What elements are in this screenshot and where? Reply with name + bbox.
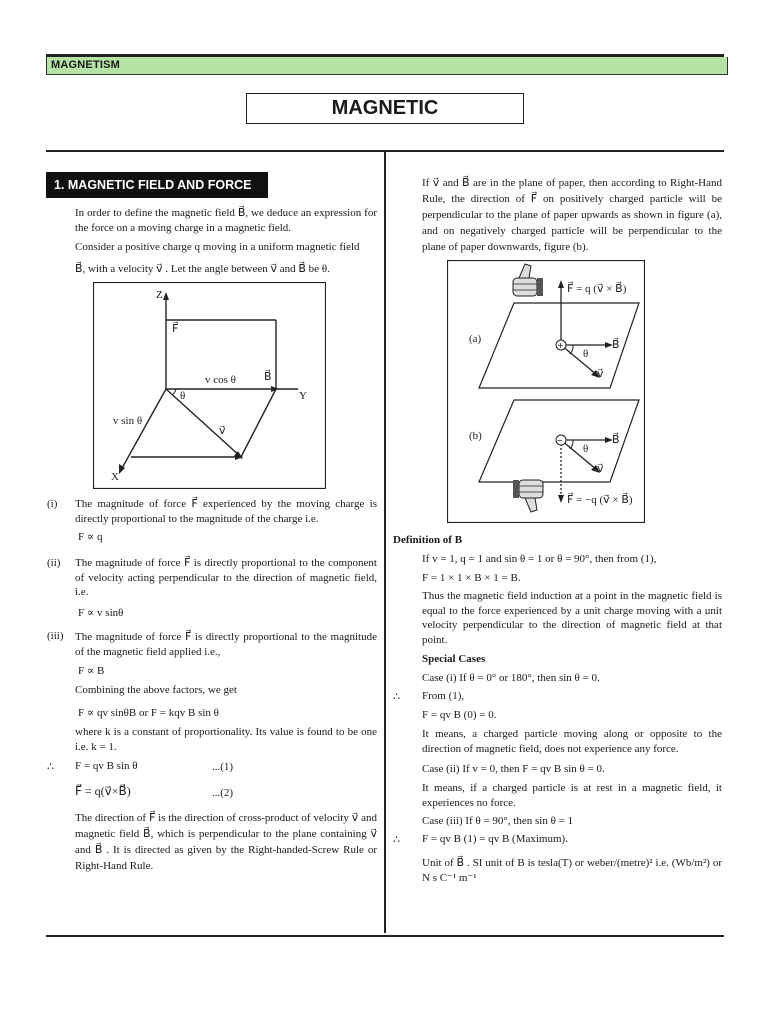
vsin-label: v sin θ xyxy=(113,415,143,427)
velocity-label: v⃗ xyxy=(219,425,226,437)
definition-line-1: If v = 1, q = 1 and sin θ = 1 or θ = 90°, then from (1), xyxy=(422,553,657,565)
intro-paragraph-2: Consider a positive charge q moving in a uniform magnetic field xyxy=(75,241,360,253)
b-label-b: B⃗ xyxy=(612,434,620,446)
b-field-label: B⃗ xyxy=(264,371,272,383)
right-intro-paragraph: If v⃗ and B⃗ are in the plane of paper, then according to Right-Hand Rule, the direction of F⃗ on positively charged particle will be perpendicular to the plane of paper upwards as shown in figure (a), and on negatively charged particle will be perpendicular to the plane of paper downwards, figure (b). xyxy=(422,177,722,253)
b-label-a: B⃗ xyxy=(612,339,620,351)
force-label: F⃗ xyxy=(172,323,179,335)
chapter-header: MAGNETISM xyxy=(46,57,728,75)
from-equation-1: From (1), xyxy=(422,690,465,702)
axis-label-z: Z xyxy=(156,289,163,301)
case-1: Case (i) If θ = 0° or 180°, then sin θ = 0. xyxy=(422,672,600,684)
equation-2: F⃗ = q(v⃗×B⃗) xyxy=(75,784,131,798)
theta-label-b: θ xyxy=(583,443,589,455)
v-label-b: v⃗ xyxy=(597,463,604,475)
case-2: Case (ii) If v = 0, then F = qv B sin θ = 0. xyxy=(422,763,605,775)
force-zero-equation: F = qv B (0) = 0. xyxy=(422,709,497,721)
v-label-a: v⃗ xyxy=(597,368,604,380)
equation-2-tag: ...(2) xyxy=(212,787,234,799)
axis-label-x: X xyxy=(111,471,119,483)
force-up-label: F⃗ = q (v⃗ × B⃗) xyxy=(567,283,627,295)
section-heading: 1. MAGNETIC FIELD AND FORCE xyxy=(46,172,268,198)
item-equation: F ∝ B xyxy=(78,665,105,677)
definition-line-2: F = 1 × 1 × B × 1 = B. xyxy=(422,572,521,584)
item-text: The magnitude of force F⃗ is directly proportional to the component of velocity acting perpendicular to the direction of magnetic field, i.e. xyxy=(75,557,377,598)
item-equation: F ∝ q xyxy=(78,531,103,543)
case-3: Case (iii) If θ = 90°, then sin θ = 1 xyxy=(422,815,574,827)
item-number: (iii) xyxy=(47,630,64,642)
force-max-equation: F = qv B (1) = qv B (Maximum). xyxy=(422,833,568,845)
combined-equation: F ∝ qv sinθB or F = kqv B sin θ xyxy=(78,707,219,719)
intro-paragraph-3: B⃗, with a velocity v⃗ . Let the angle between v⃗ and B⃗ be θ. xyxy=(75,263,330,275)
case-2-meaning: It means, if a charged particle is at rest in a magnetic field, it experiences no force. xyxy=(422,782,722,809)
right-hand-rule-diagram xyxy=(447,260,645,523)
item-text: The magnitude of force F⃗ is directly proportional to the magnitude of the magnetic field applied i.e., xyxy=(75,631,377,658)
item-equation: F ∝ v sinθ xyxy=(78,607,124,619)
item-text: The magnitude of force F⃗ experienced by the moving charge is directly proportional to the magnitude of the charge i.e. xyxy=(75,498,377,525)
positive-charge: + xyxy=(557,341,564,352)
definition-heading: Definition of B⃗ xyxy=(393,534,471,546)
definition-paragraph: Thus the magnetic field induction at a point in the magnetic field is equal to the force experienced by a unit charge moving with a unit velocity perpendicular to the direction of magnetic field at that point. xyxy=(422,590,722,646)
constant-text: where k is a constant of proportionality. Its value is found to be one i.e. k = 1. xyxy=(75,726,377,753)
therefore-symbol: ∴ xyxy=(393,834,400,846)
column-divider xyxy=(384,152,386,933)
page-title: MAGNETIC xyxy=(246,93,524,124)
force-vector-diagram xyxy=(93,282,326,489)
case-1-meaning: It means, a charged particle moving along or opposite to the direction of magnetic field, does not experience any force. xyxy=(422,728,722,755)
intro-paragraph-1: In order to define the magnetic field B⃗, we deduce an expression for the force on a moving charge in a magnetic field. xyxy=(75,207,377,234)
direction-paragraph: The direction of F⃗ is the direction of cross-product of velocity v⃗ and magnetic field B⃗, which is perpendicular to the plane containing v⃗ and B⃗ . It is directed as given by the Right-handed-Screw Rule or Right-Hand Rule. xyxy=(75,812,377,872)
item-number: (ii) xyxy=(47,557,61,569)
special-cases-heading: Special Cases xyxy=(422,653,486,665)
therefore-symbol: ∴ xyxy=(47,761,54,773)
figure-b-label: (b) xyxy=(469,430,482,442)
theta-label-a: θ xyxy=(583,348,589,360)
figure-a-label: (a) xyxy=(469,333,482,345)
content-bottom-rule xyxy=(46,935,724,937)
axis-label-y: Y xyxy=(299,390,307,402)
therefore-symbol: ∴ xyxy=(393,691,400,703)
thumbs-down-icon xyxy=(513,480,543,512)
item-number: (i) xyxy=(47,498,58,510)
theta-label: θ xyxy=(180,390,186,402)
equation-1-tag: ...(1) xyxy=(212,761,234,773)
combining-text: Combining the above factors, we get xyxy=(75,684,237,696)
unit-paragraph: Unit of B⃗ . SI unit of B is tesla(T) or weber/(metre)² i.e. (Wb/m²) or N s C⁻¹ m⁻¹ xyxy=(422,857,722,884)
vcos-label: v cos θ xyxy=(205,374,236,386)
thumbs-up-icon xyxy=(513,264,543,296)
force-down-label: F⃗ = −q (v⃗ × B⃗) xyxy=(567,494,633,506)
equation-1: F = qv B sin θ xyxy=(75,760,138,772)
negative-charge: − xyxy=(557,436,563,447)
